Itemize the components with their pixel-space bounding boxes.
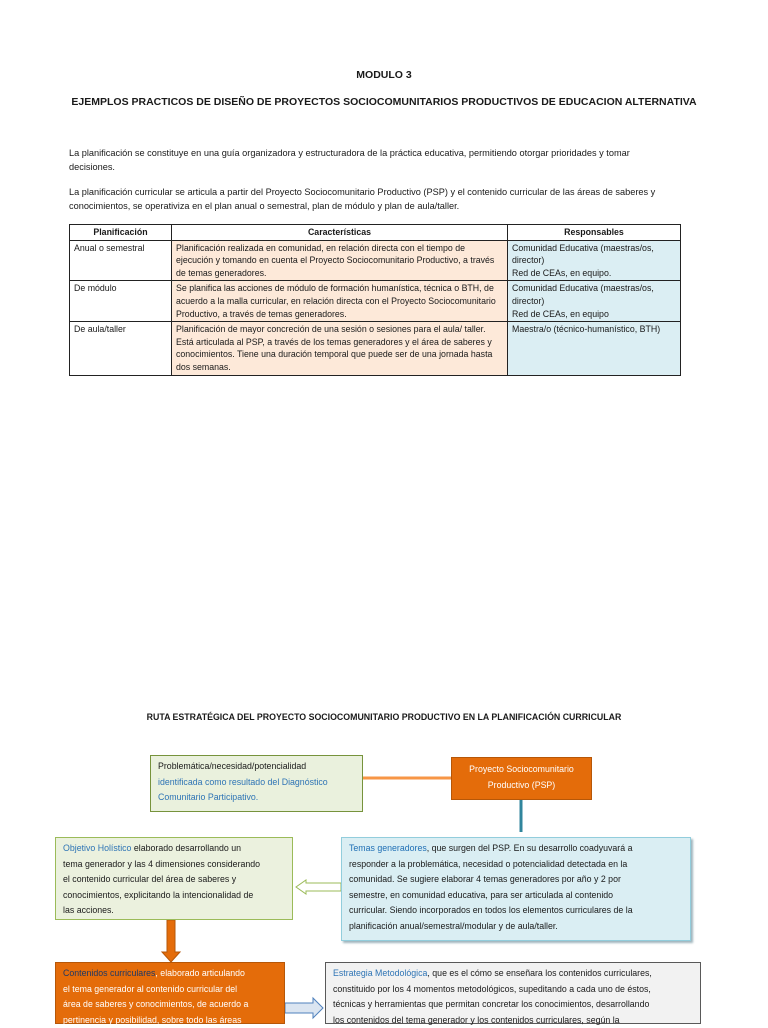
temas-line5: curricular. Siendo incorporados en todos los elementos curriculares de la bbox=[349, 903, 683, 919]
temas-line4: semestre, en comunidad educativa, para ser articulada al contenido bbox=[349, 888, 683, 904]
estrategia-line3: técnicas y herramientas que permitan concretar los conocimientos, desarrollando bbox=[333, 997, 693, 1013]
responsable-line: Comunidad Educativa (maestras/os, director) bbox=[512, 282, 676, 307]
intro-p2-line2: conocimientos, se operativiza en el plan anual o semestral, plan de módulo y plan de aula/taller. bbox=[69, 199, 729, 213]
objetivo-line4: conocimientos, explicitando la intencionalidad de bbox=[63, 888, 285, 904]
objetivo-holistico-box bbox=[55, 837, 293, 920]
arrow-objetivo-to-contenidos bbox=[162, 920, 180, 962]
temas-line6: planificación anual/semestral/modular y de aula/taller. bbox=[349, 919, 683, 935]
estrategia-metodologica-box bbox=[325, 962, 701, 1024]
psp-line2: Productivo (PSP) bbox=[459, 778, 584, 794]
intro-p2-line1: La planificación curricular se articula a partir del Proyecto Sociocomunitario Productivo (PSP) y el contenido curricular de las áreas de saberes y bbox=[69, 185, 729, 199]
problem-line1: Problemática/necesidad/potencialidad bbox=[158, 759, 355, 775]
estrategia-line2: constituido por los 4 momentos metodológicos, supeditando a cada uno de éstos, bbox=[333, 982, 693, 998]
temas-text: , que surgen del PSP. En su desarrollo coadyuvará a bbox=[427, 843, 633, 853]
temas-line2: responder a la problemática, necesidad o potencialidad detectada en la bbox=[349, 857, 683, 873]
cell-caracteristicas: Se planifica las acciones de módulo de formación humanística, técnica o BTH, de acuerdo a la malla curricular, en relación directa con el Proyecto Sociocomunitario Productivo, a través de temas generadores. bbox=[172, 281, 508, 322]
objetivo-label: Objetivo Holístico bbox=[63, 843, 131, 853]
contenidos-curriculares-box bbox=[55, 962, 285, 1024]
table-row bbox=[70, 240, 681, 281]
responsable-line: Red de CEAs, en equipo bbox=[512, 308, 676, 321]
cell-plan: De aula/taller bbox=[70, 322, 172, 375]
module-heading: MODULO 3 bbox=[0, 69, 768, 81]
planning-table bbox=[69, 224, 681, 376]
intro-paragraph-1 bbox=[69, 146, 709, 174]
contenidos-line3: área de saberes y conocimientos, de acuerdo a bbox=[63, 997, 277, 1013]
document-title: EJEMPLOS PRACTICOS DE DISEÑO DE PROYECTOS SOCIOCOMUNITARIOS PRODUCTIVOS DE EDUCACION ALTERNATIVA bbox=[0, 96, 768, 108]
table-row bbox=[70, 281, 681, 322]
psp-box bbox=[451, 757, 592, 800]
temas-label: Temas generadores bbox=[349, 843, 427, 853]
problem-line3: Comunitario Participativo. bbox=[158, 790, 355, 806]
cell-plan: Anual o semestral bbox=[70, 240, 172, 281]
objetivo-line2: tema generador y las 4 dimensiones considerando bbox=[63, 857, 285, 873]
intro-paragraph-2 bbox=[69, 185, 729, 213]
contenidos-label: Contenidos curriculares bbox=[63, 968, 155, 978]
intro-p1-line2: decisiones. bbox=[69, 160, 709, 174]
responsable-line: Comunidad Educativa (maestras/os, director) bbox=[512, 242, 676, 267]
table-header-row bbox=[70, 225, 681, 241]
contenidos-text: , elaborado articulando bbox=[155, 968, 245, 978]
estrategia-line4: los contenidos del tema generador y los contenidos curriculares, según la bbox=[333, 1013, 693, 1028]
header-responsables: Responsables bbox=[508, 225, 681, 241]
contenidos-line4: pertinencia y posibilidad, sobre todo las áreas bbox=[63, 1013, 277, 1028]
arrow-contenidos-to-estrategia bbox=[285, 998, 323, 1018]
arrow-temas-to-objetivo bbox=[296, 880, 341, 894]
objetivo-text: elaborado desarrollando un bbox=[131, 843, 241, 853]
header-planificacion: Planificación bbox=[70, 225, 172, 241]
table-row bbox=[70, 322, 681, 375]
intro-p1-line1: La planificación se constituye en una guía organizadora y estructuradora de la práctica educativa, permitiendo otorgar prioridades y tomar bbox=[69, 146, 709, 160]
cell-caracteristicas: Planificación realizada en comunidad, en relación directa con el tiempo de ejecución y tomando en cuenta el Proyecto Sociocomunitario Productivo, a través de temas generadores. bbox=[172, 240, 508, 281]
cell-responsables bbox=[508, 240, 681, 281]
problem-box bbox=[150, 755, 363, 812]
psp-line1: Proyecto Sociocomunitario bbox=[459, 762, 584, 778]
cell-responsables bbox=[508, 322, 681, 375]
contenidos-line2: el tema generador al contenido curricular del bbox=[63, 982, 277, 998]
objetivo-line3: el contenido curricular del área de saberes y bbox=[63, 872, 285, 888]
cell-responsables bbox=[508, 281, 681, 322]
objetivo-line5: las acciones. bbox=[63, 903, 285, 919]
header-caracteristicas: Características bbox=[172, 225, 508, 241]
problem-line2: identificada como resultado del Diagnóstico bbox=[158, 775, 355, 791]
temas-line3: comunidad. Se sugiere elaborar 4 temas generadores por año y 2 por bbox=[349, 872, 683, 888]
diagram-title: RUTA ESTRATÉGICA DEL PROYECTO SOCIOCOMUNITARIO PRODUCTIVO EN LA PLANIFICACIÓN CURRICULAR bbox=[0, 712, 768, 722]
estrategia-text: , que es el cómo se enseñara los contenidos curriculares, bbox=[427, 968, 651, 978]
responsable-line: Maestra/o (técnico-humanístico, BTH) bbox=[512, 323, 676, 336]
temas-generadores-box bbox=[341, 837, 691, 941]
cell-plan: De módulo bbox=[70, 281, 172, 322]
responsable-line: Red de CEAs, en equipo. bbox=[512, 267, 676, 280]
estrategia-label: Estrategia Metodológica bbox=[333, 968, 427, 978]
cell-caracteristicas: Planificación de mayor concreción de una sesión o sesiones para el aula/ taller. Está articulada al PSP, a través de los temas generadores y el área de saberes y conocimientos. Tiene una duración temporal que puede ser de una jornada hasta dos semanas. bbox=[172, 322, 508, 375]
